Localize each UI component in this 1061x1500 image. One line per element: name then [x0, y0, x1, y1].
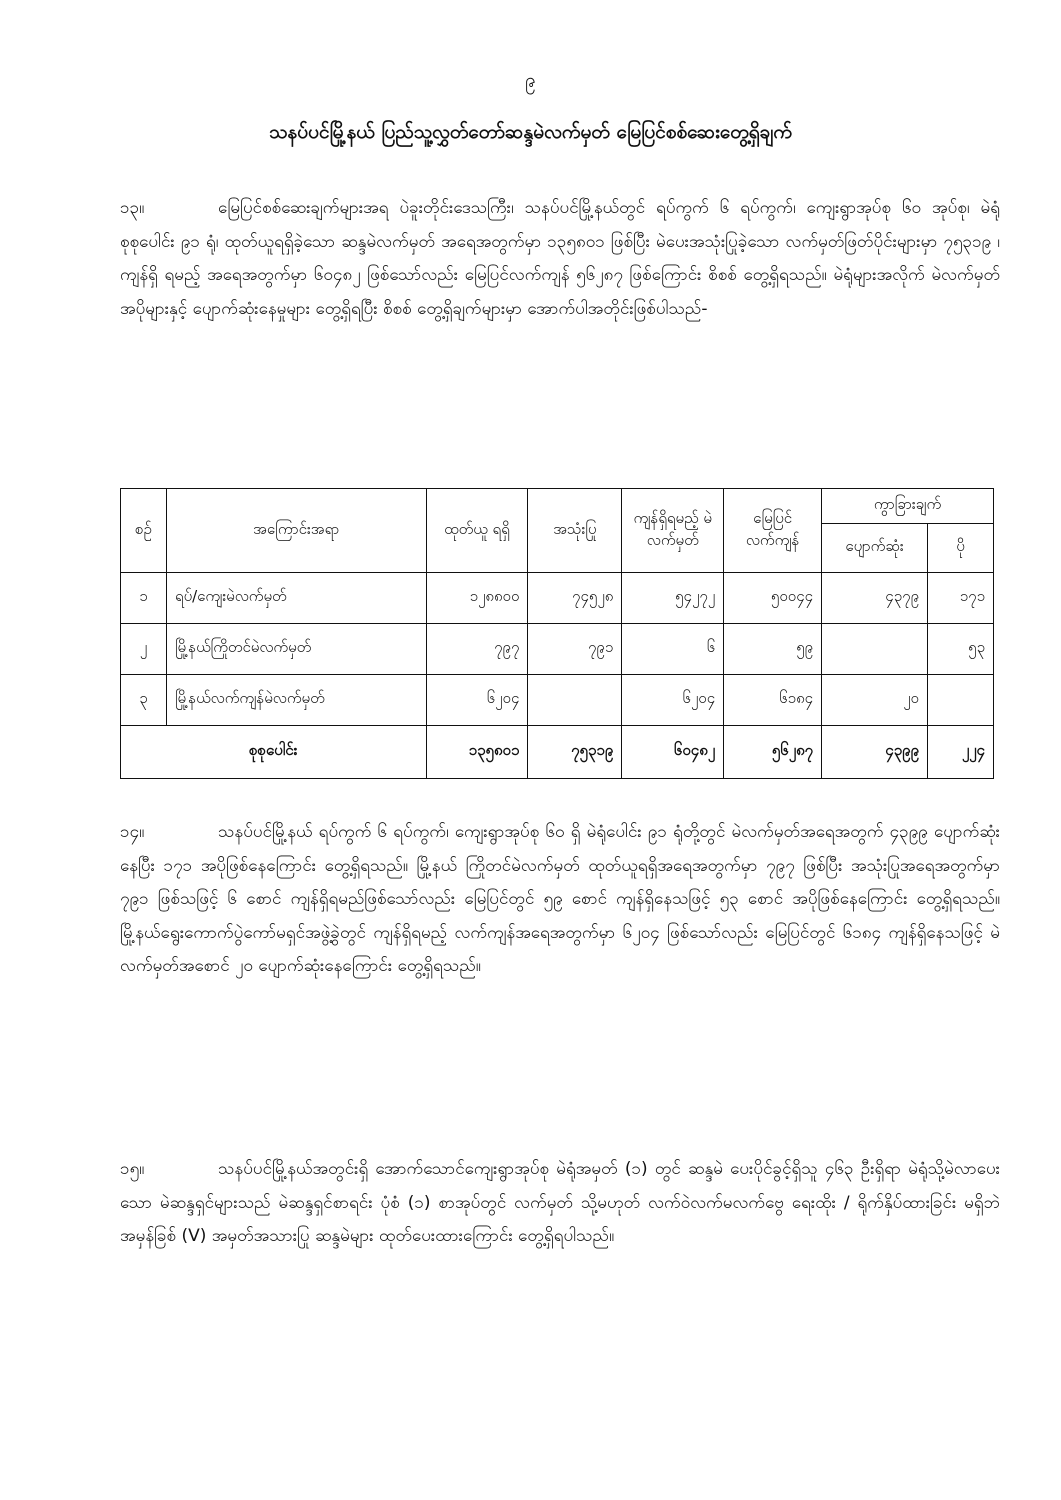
cell-field-balance: ၅၀၀၄၄ — [724, 573, 822, 624]
paragraph-number: ၁၃။ — [120, 198, 145, 218]
cell-missing: ၂၀ — [822, 675, 928, 726]
cell-field-balance: ၆၁၈၄ — [724, 675, 822, 726]
header-missing: ပျောက်ဆုံး — [822, 524, 928, 573]
cell-excess: ၁၇၁ — [928, 573, 994, 624]
paragraph-14 — [120, 816, 1000, 984]
total-issued: ၁၃၅၈၀၁ — [426, 726, 528, 779]
header-description: အကြောင်းအရာ — [166, 489, 426, 573]
cell-missing: ၄၃၇၉ — [822, 573, 928, 624]
header-should-remain: ကျန်ရှိရမည့် မဲလက်မှတ် — [622, 489, 724, 573]
cell-description: မြို့နယ်ကြိုတင်မဲလက်မှတ် — [166, 624, 426, 675]
table-row — [121, 675, 994, 726]
paragraph-number: ၁၄။ — [120, 822, 145, 842]
header-issued: ထုတ်ယူ ရရှိ — [426, 489, 528, 573]
cell-should-remain: ၆၂၀၄ — [622, 675, 724, 726]
cell-description: ရပ်/ကျေးမဲလက်မှတ် — [166, 573, 426, 624]
paragraph-text: သနပ်ပင်မြို့နယ် ရပ်ကွက် ၆ ရပ်ကွက်၊ ကျေးရွာအုပ်စု ၆၀ ရှိ မဲရုံပေါင်း ၉၁ ရုံတို့တွင် မဲလက်မှတ်အရေအတွက် ၄၃၉၉ ပျောက်ဆုံးနေပြီး ၁၇၁ အပိုဖြစ်နေကြောင်း တွေ့ရှိရသည်။ မြို့နယ် ကြိုတင်မဲလက်မှတ် ထုတ်ယူရရှိအရေအတွက်မှာ ၇၉၇ ဖြစ်ပြီး အသုံးပြုအရေအတွက်မှာ ၇၉၁ ဖြစ်သဖြင့် ၆ စောင် ကျန်ရှိရမည်ဖြစ်သော်လည်း မြေပြင်တွင် ၅၉ စောင် ကျန်ရှိနေသဖြင့် ၅၃ စောင် အပိုဖြစ်နေကြောင်း တွေ့ရှိရသည်။ မြို့နယ်ရွေးကောက်ပွဲကော်မရှင်အဖွဲ့ခွဲတွင် ကျန်ရှိရမည့် လက်ကျန်အရေအတွက်မှာ ၆၂၀၄ ဖြစ်သော်လည်း မြေပြင်တွင် ၆၁၈၄ ကျန်ရှိနေသဖြင့် မဲလက်မှတ်အစောင် ၂၀ ပျောက်ဆုံးနေကြောင်း တွေ့ရှိရသည်။ — [120, 822, 1000, 976]
cell-used — [528, 675, 622, 726]
paragraph-13 — [120, 192, 1000, 326]
total-should-remain: ၆၀၄၈၂ — [622, 726, 724, 779]
cell-issued: ၁၂၈၈၀၀ — [426, 573, 528, 624]
table-total-row — [121, 726, 994, 779]
total-excess: ၂၂၄ — [928, 726, 994, 779]
header-used: အသုံးပြု — [528, 489, 622, 573]
header-difference: ကွာခြားချက် — [822, 489, 994, 524]
paragraph-text: မြေပြင်စစ်ဆေးချက်များအရ ပဲခူးတိုင်းဒေသကြီး၊ သနပ်ပင်မြို့နယ်တွင် ရပ်ကွက် ၆ ရပ်ကွက်၊ ကျေးရွာအုပ်စု ၆၀ အုပ်စု၊ မဲရုံစုစုပေါင်း ၉၁ ရုံ၊ ထုတ်ယူရရှိခဲ့သော ဆန္ဒမဲလက်မှတ် အရေအတွက်မှာ ၁၃၅၈၀၁ ဖြစ်ပြီး မဲပေးအသုံးပြုခဲ့သော လက်မှတ်ဖြတ်ပိုင်းများမှာ ၇၅၃၁၉ ၊ ကျန်ရှိ ရမည့် အရေအတွက်မှာ ၆၀၄၈၂ ဖြစ်သော်လည်း မြေပြင်လက်ကျန် ၅၆၂၈၇ ဖြစ်ကြောင်း စိစစ် တွေ့ရှိရသည်။ မဲရုံများအလိုက် မဲလက်မှတ်အပိုများနှင့် ပျောက်ဆုံးနေမှုများ တွေ့ရှိရပြီး စိစစ် တွေ့ရှိချက်များမှာ အောက်ပါအတိုင်းဖြစ်ပါသည်- — [120, 198, 1000, 319]
paragraph-15 — [120, 1153, 1000, 1254]
cell-missing — [822, 624, 928, 675]
cell-excess — [928, 675, 994, 726]
page-title: သနပ်ပင်မြို့နယ် ပြည်သူ့လွှတ်တော်ဆန္ဒမဲလက်မှတ် မြေပြင်စစ်ဆေးတွေ့ရှိချက် — [269, 121, 792, 143]
cell-should-remain: ၆ — [622, 624, 724, 675]
header-field-balance: မြေပြင် လက်ကျန် — [724, 489, 822, 573]
header-no: စဉ် — [121, 489, 167, 573]
table-row — [121, 573, 994, 624]
cell-issued: ၆၂၀၄ — [426, 675, 528, 726]
cell-used: ၇၄၅၂၈ — [528, 573, 622, 624]
cell-should-remain: ၅၄၂၇၂ — [622, 573, 724, 624]
cell-description: မြို့နယ်လက်ကျန်မဲလက်မှတ် — [166, 675, 426, 726]
header-excess: ပို — [928, 524, 994, 573]
page-number: ၉ — [525, 69, 536, 91]
cell-no: ၂ — [121, 624, 167, 675]
total-used: ၇၅၃၁၉ — [528, 726, 622, 779]
paragraph-number: ၁၅။ — [120, 1159, 145, 1179]
total-missing: ၄၃၉၉ — [822, 726, 928, 779]
paragraph-text: သနပ်ပင်မြို့နယ်အတွင်းရှိ အောက်သောင်ကျေးရွာအုပ်စု မဲရုံအမှတ် (၁) တွင် ဆန္ဒမဲ ပေးပိုင်ခွင့်ရှိသူ ၄၆၃ ဦးရှိရာ မဲရုံသို့မဲလာပေးသော မဲဆန္ဒရှင်များသည် မဲဆန္ဒရှင်စာရင်း ပုံစံ (၁) စာအုပ်တွင် လက်မှတ် သို့မဟုတ် လက်ဝဲလက်မလက်ဗွေ ရေးထိုး / ရိုက်နှိပ်ထားခြင်း မရှိဘဲ အမှန်ခြစ် (V) အမှတ်အသားပြု ဆန္ဒမဲများ ထုတ်ပေးထားကြောင်း တွေ့ရှိရပါသည်။ — [120, 1159, 1000, 1246]
cell-excess: ၅၃ — [928, 624, 994, 675]
cell-used: ၇၉၁ — [528, 624, 622, 675]
cell-issued: ၇၉၇ — [426, 624, 528, 675]
table-header-row — [121, 489, 994, 524]
cell-no: ၃ — [121, 675, 167, 726]
total-label: စုစုပေါင်း — [121, 726, 427, 779]
total-field-balance: ၅၆၂၈၇ — [724, 726, 822, 779]
table-row — [121, 624, 994, 675]
ballot-table — [120, 488, 994, 779]
cell-field-balance: ၅၉ — [724, 624, 822, 675]
cell-no: ၁ — [121, 573, 167, 624]
